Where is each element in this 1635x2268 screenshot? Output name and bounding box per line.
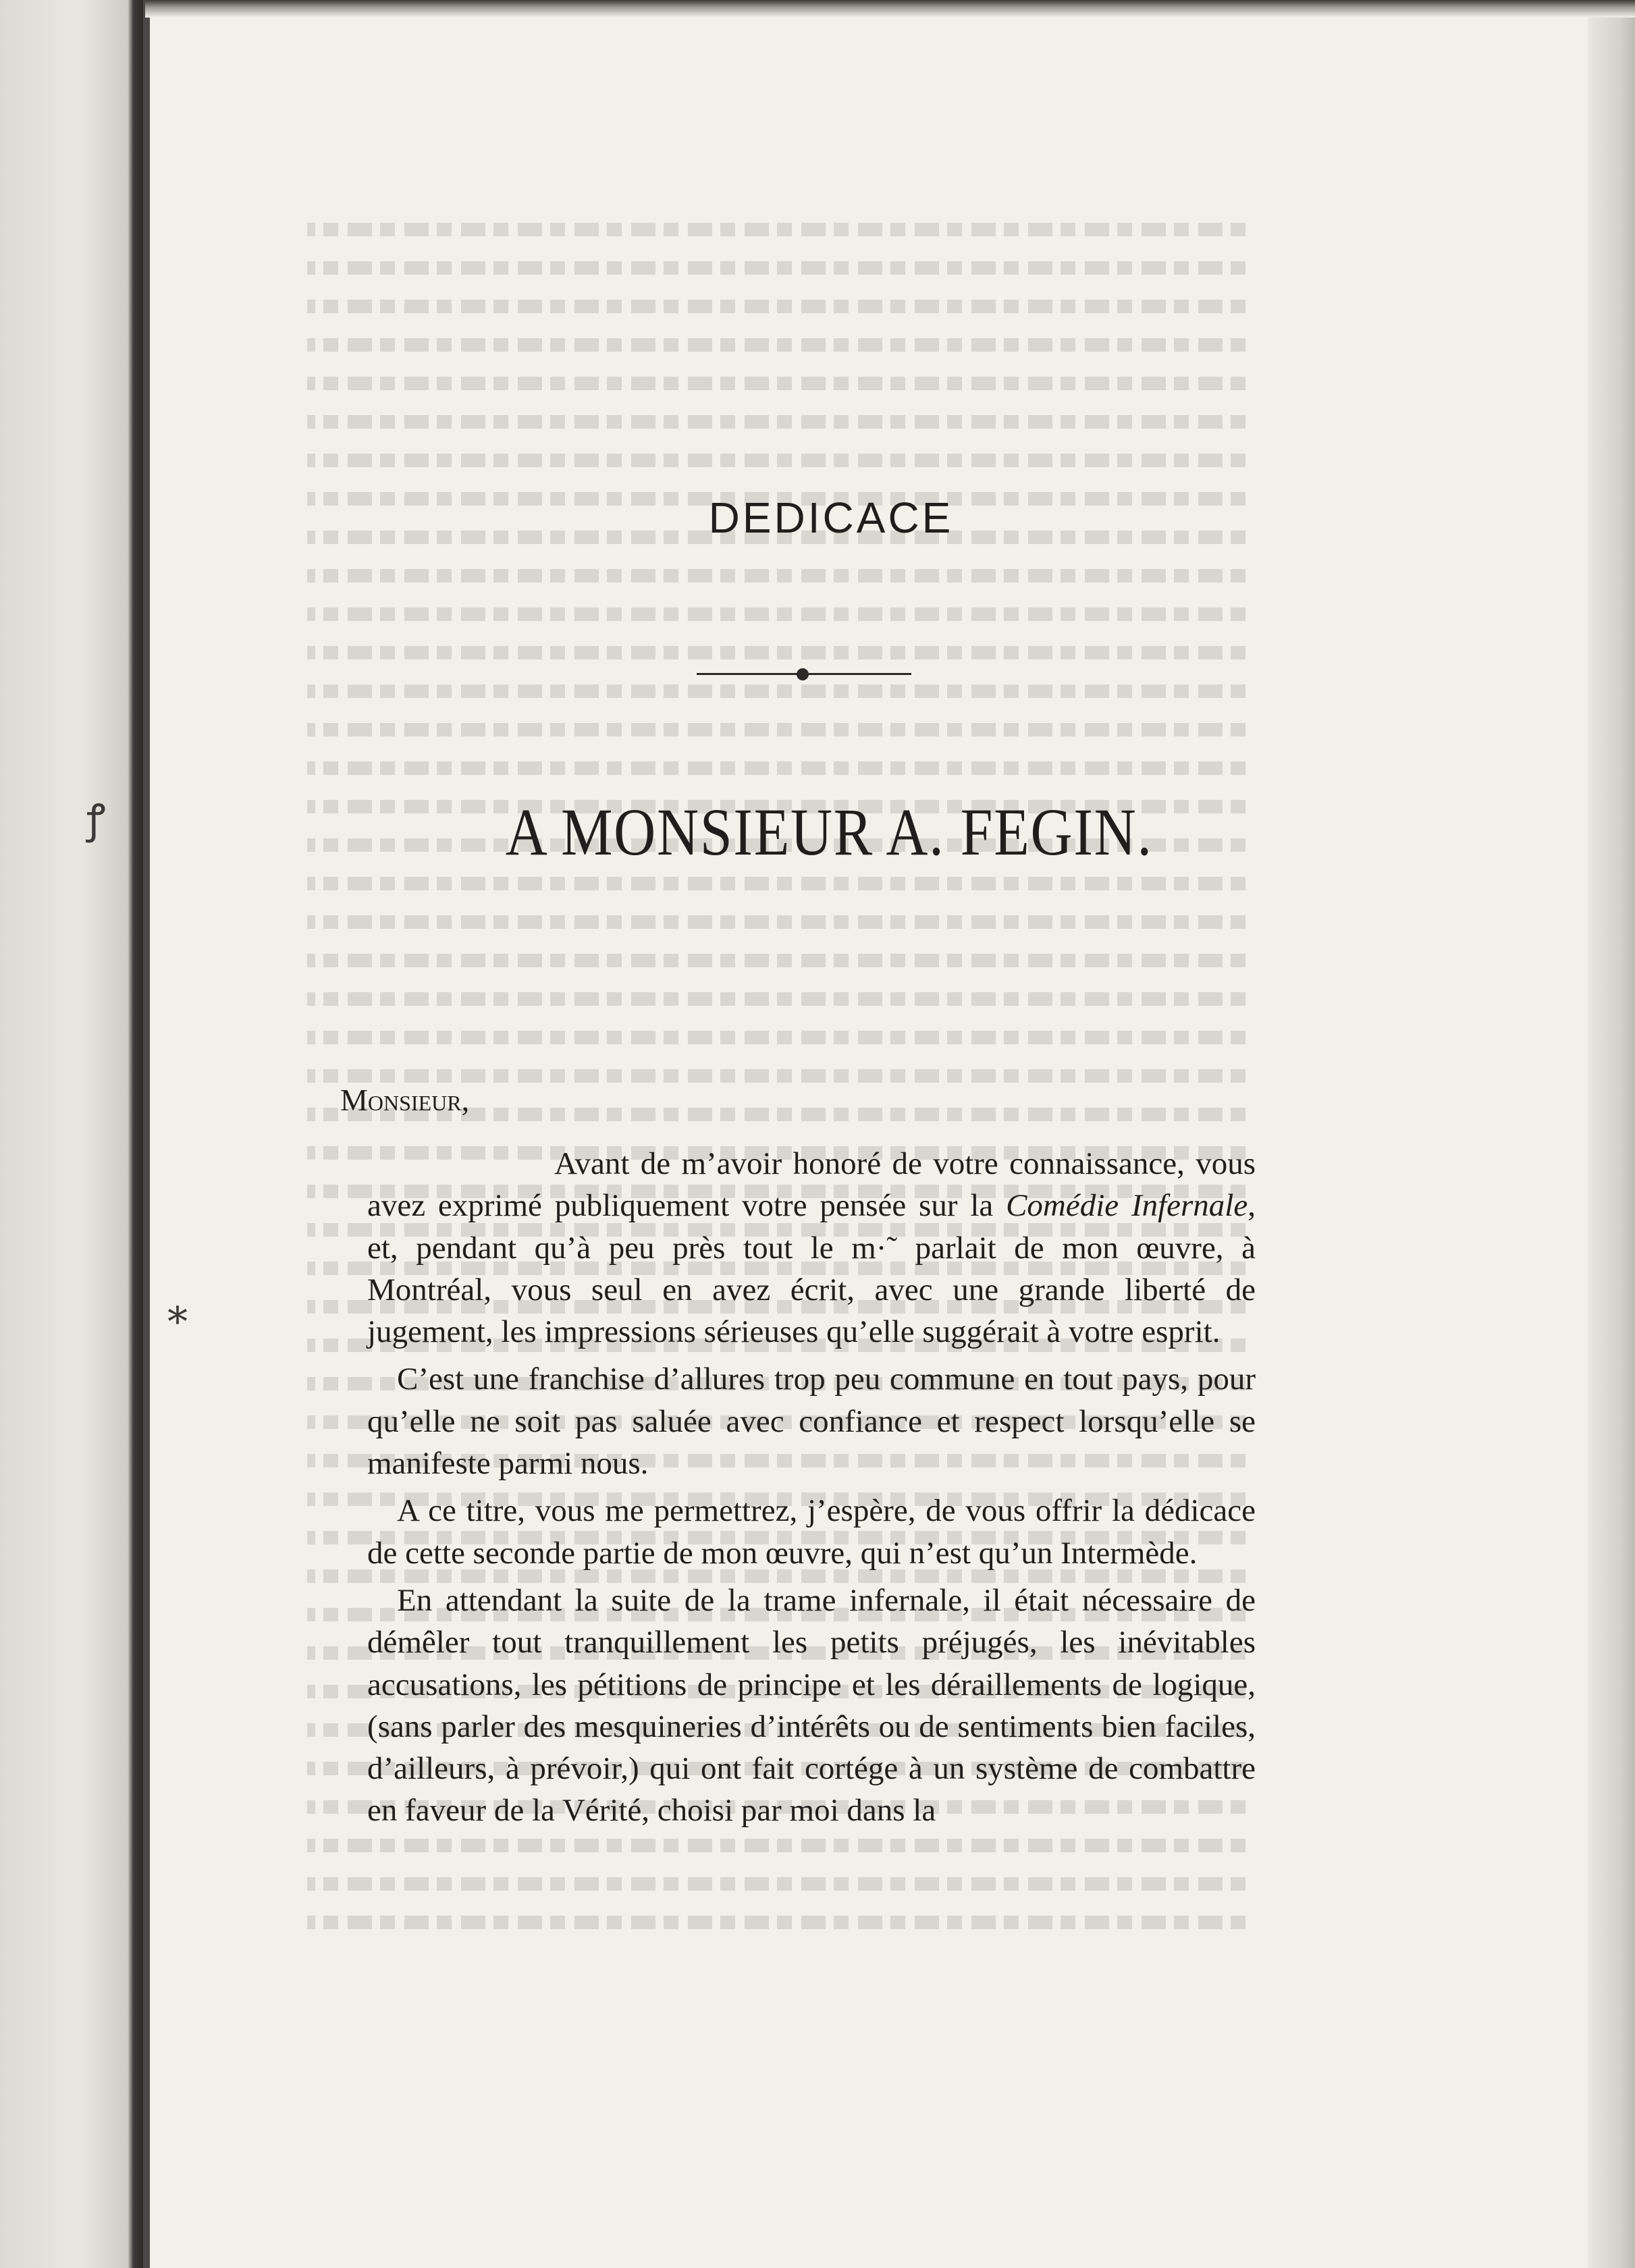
- margin-ink-mark: ⁎: [167, 1287, 188, 1332]
- paragraph-4: [367, 1580, 1256, 1832]
- paragraph-1: [367, 1143, 1256, 1353]
- paragraph-2: [367, 1358, 1256, 1484]
- margin-smudge-mark: ꝭ: [86, 797, 106, 842]
- ornamental-rule-dot: [797, 668, 809, 680]
- paragraph-3-text: A ce titre, vous me permettrez, j’espère, de vous offrir la dédicace de cette seconde partie de mon œuvre, qui n’est qu’un Intermède.: [367, 1493, 1256, 1571]
- paragraph-2-text: C’est une franchise d’allures trop peu commune en tout pays, pour qu’elle ne soit pas saluée avec confiance et respect lorsqu’elle se manifeste parmi nous.: [367, 1361, 1256, 1482]
- paragraph-4-text: En attendant la suite de la trame infernale, il était nécessaire de démêler tout tranquillement les petits préjugés, les inévitables accusations, les pétitions de principe et les déraillements de logique, (sans parler des mesquineries d’intérêts ou de sentiments bien faciles, d’ailleurs, à prévoir,) qui ont fait cortége à un système de combattre en faveur de la Vérité, choisi par moi dans la: [367, 1582, 1256, 1829]
- dedication-body: [367, 1143, 1256, 1837]
- paragraph-3: [367, 1490, 1256, 1574]
- salutation: Monsieur,: [340, 1083, 470, 1117]
- paragraph-1-text: Avant de m’avoir honoré de votre connaissance, vous avez exprimé publiquement votre pensée sur la Comédie Infernale, et, pendant qu’à peu près tout le m·˜ parlait de mon œuvre, à Montréal, vous seul en avez écrit, avec une grande liberté de jugement, les impressions sérieuses qu’elle suggérait à votre esprit.: [367, 1146, 1256, 1350]
- dedication-heading: DEDICACE: [708, 493, 954, 542]
- dedicatee-line: A MONSIEUR A. FEGIN.: [505, 794, 1153, 869]
- book-title-italic: Comédie Infernale: [1006, 1188, 1248, 1224]
